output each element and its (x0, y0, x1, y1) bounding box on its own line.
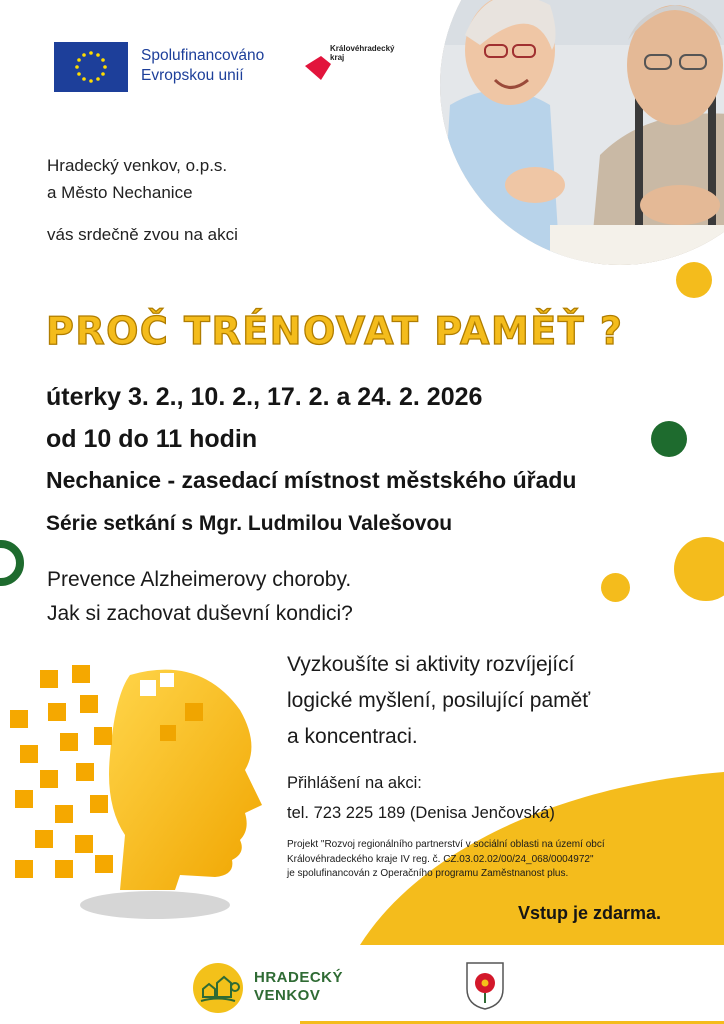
brain-head-illustration (10, 655, 280, 930)
topic-line-2: Jak si zachovat duševní kondici? (47, 602, 353, 625)
eu-cofinancing-label (141, 46, 264, 86)
hradecky-venkov-logo-icon (193, 963, 243, 1013)
topic-line-1: Prevence Alzheimerovy choroby. (47, 568, 352, 591)
registration-label: Přihlášení na akci: (287, 774, 422, 792)
free-entry-label: Vstup je zdarma. (518, 903, 662, 923)
hv-line-2: VENKOV (254, 987, 321, 1004)
registration-phone: tel. 723 225 189 (Denisa Jenčovská) (287, 804, 555, 822)
activities-line-3: a koncentraci. (287, 725, 418, 748)
project-line-1: Projekt "Rozvoj regionálního partnerství v sociální oblasti na území obcí (287, 839, 605, 850)
activities-line-2: logické myšlení, posilující paměť (287, 689, 591, 712)
project-line-2: Královéhradeckého kraje IV reg. č. CZ.03.02.02/00/24_068/0004972" (287, 853, 594, 865)
organizer-line-1: Hradecký venkov, o.p.s. (47, 156, 228, 175)
invitation-line: vás srdečně zvou na akci (47, 225, 238, 244)
event-place: Nechanice - zasedací místnost městského úřadu (46, 467, 577, 493)
eu-line-2: Evropskou unií (141, 67, 244, 84)
page-title: PROČ TRÉNOVAT PAMĚŤ ? (46, 309, 624, 353)
hradecky-venkov-logo-text (254, 969, 343, 1005)
event-series: Série setkání s Mgr. Ludmilou Valešovou (46, 512, 453, 535)
decor-dot-green (651, 421, 687, 457)
region-line-2: kraj (330, 53, 345, 62)
project-notice (287, 838, 707, 882)
activities-line-1: Vyzkoušíte si aktivity rozvíjející (287, 653, 575, 676)
region-line-1: Královéhradecký (330, 44, 395, 53)
nechanice-crest-icon (465, 961, 505, 1011)
project-line-3: je spolufinancován z Operačního programu Zaměstnanost plus. (287, 868, 569, 879)
decor-dot-yellow-top (676, 262, 712, 298)
eu-line-1: Spolufinancováno (141, 47, 265, 64)
region-logo-text (330, 44, 394, 62)
hv-line-1: HRADECKÝ (254, 969, 344, 986)
event-dates: úterky 3. 2., 10. 2., 17. 2. a 24. 2. 2026 (46, 383, 483, 411)
eu-flag-logo (54, 42, 128, 92)
decor-dot-yellow-small (601, 573, 630, 602)
event-time: od 10 do 11 hodin (46, 425, 258, 453)
organizer-line-2: a Město Nechanice (47, 183, 193, 202)
